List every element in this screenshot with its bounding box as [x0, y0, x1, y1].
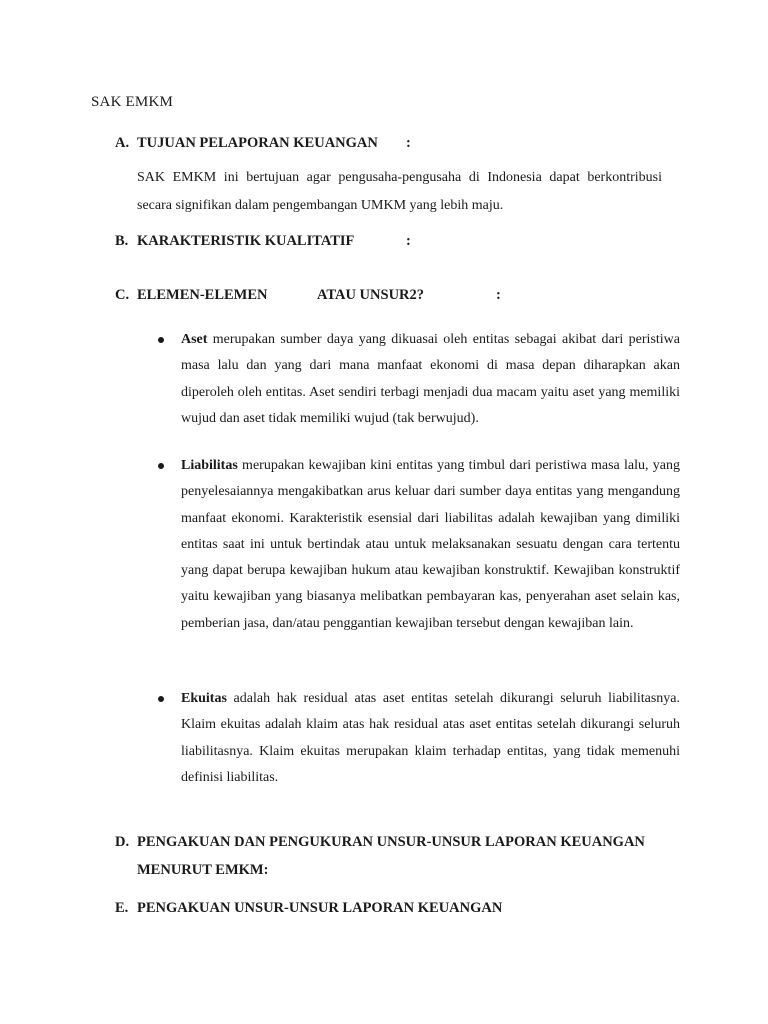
bullet-icon: [158, 463, 164, 469]
bullet-icon: [158, 337, 164, 343]
section-d-title-line1: PENGAKUAN DAN PENGUKURAN UNSUR-UNSUR LAPORAN KEUANGAN: [137, 834, 645, 850]
section-a-letter: A.: [115, 135, 130, 151]
section-c-letter: C.: [115, 287, 130, 303]
section-a-paragraph: SAK EMKM ini bertujuan agar pengusaha-pengusaha di Indonesia dapat berkontribusi secara signifikan dalam pengembangan UMKM yang lebih maju.: [137, 170, 662, 213]
list-item-aset: [158, 327, 680, 437]
term-ekuitas: Ekuitas: [181, 691, 227, 706]
document-title: SAK EMKM: [91, 94, 174, 110]
section-d-letter: D.: [115, 834, 130, 850]
section-c-colon: :: [496, 287, 501, 303]
section-d-heading: [115, 829, 715, 885]
section-c-title-part1: ELEMEN-ELEMEN: [137, 287, 268, 303]
section-c-heading: [115, 282, 675, 308]
definition-liabilitas: merupakan kewajiban kini entitas yang timbul dari peristiwa masa lalu, yang penyelesaiannya mengakibatkan arus keluar dari sumber daya entitas yang mengandung manfaat ekonomi. Karakteristik esensial dari liabilitas adalah kewajiban yang dimiliki entitas saat ini untuk bertindak atau untuk melaksanakan sesuatu dengan cara tertentu yang dapat berupa kewajiban hukum atau kewajiban konstruktif. Kewajiban konstruktif yaitu kewajiban yang biasanya melibatkan pembayaran kas, penyerahan aset selain kas, pemberian jasa, dan/atau penggantian kewajiban tersebut dengan kewajiban lain.: [181, 458, 680, 631]
list-item-body: [181, 327, 680, 432]
section-d-title-line2: MENURUT EMKM:: [137, 862, 269, 878]
definition-aset: merupakan sumber daya yang dikuasai oleh entitas sebagai akibat dari peristiwa masa lalu dan yang dari mana manfaat ekonomi di masa depan diharapkan akan diperoleh oleh entitas. Aset sendiri terbagi menjadi dua macam yaitu aset yang memiliki wujud dan aset tidak memiliki wujud (tak berwujud).: [181, 332, 680, 426]
section-b-heading: [115, 228, 675, 254]
section-e-heading: [115, 895, 715, 921]
list-item-liabilitas: [158, 453, 680, 668]
section-b-title: KARAKTERISTIK KUALITATIF: [137, 233, 355, 249]
term-aset: Aset: [181, 332, 208, 347]
section-b-letter: B.: [115, 233, 129, 249]
section-e-title: PENGAKUAN UNSUR-UNSUR LAPORAN KEUANGAN: [137, 900, 503, 916]
list-item-body: [181, 453, 680, 637]
term-liabilitas: Liabilitas: [181, 458, 238, 473]
list-item-body: [181, 686, 680, 791]
section-b-colon: :: [406, 233, 411, 249]
bullet-icon: [158, 696, 164, 702]
section-a-colon: :: [406, 135, 411, 151]
section-c-title-part2: ATAU UNSUR2?: [317, 287, 425, 303]
section-a-title: TUJUAN PELAPORAN KEUANGAN: [137, 135, 378, 151]
section-e-letter: E.: [115, 900, 129, 916]
definition-ekuitas: adalah hak residual atas aset entitas setelah dikurangi seluruh liabilitasnya. Klaim ekuitas adalah klaim atas hak residual atas aset entitas setelah dikurangi seluruh liabilitasnya. Klaim ekuitas merupakan klaim terhadap entitas, yang tidak memenuhi definisi liabilitas.: [181, 691, 680, 785]
list-item-ekuitas: [158, 686, 680, 796]
section-a-heading: [115, 130, 675, 156]
